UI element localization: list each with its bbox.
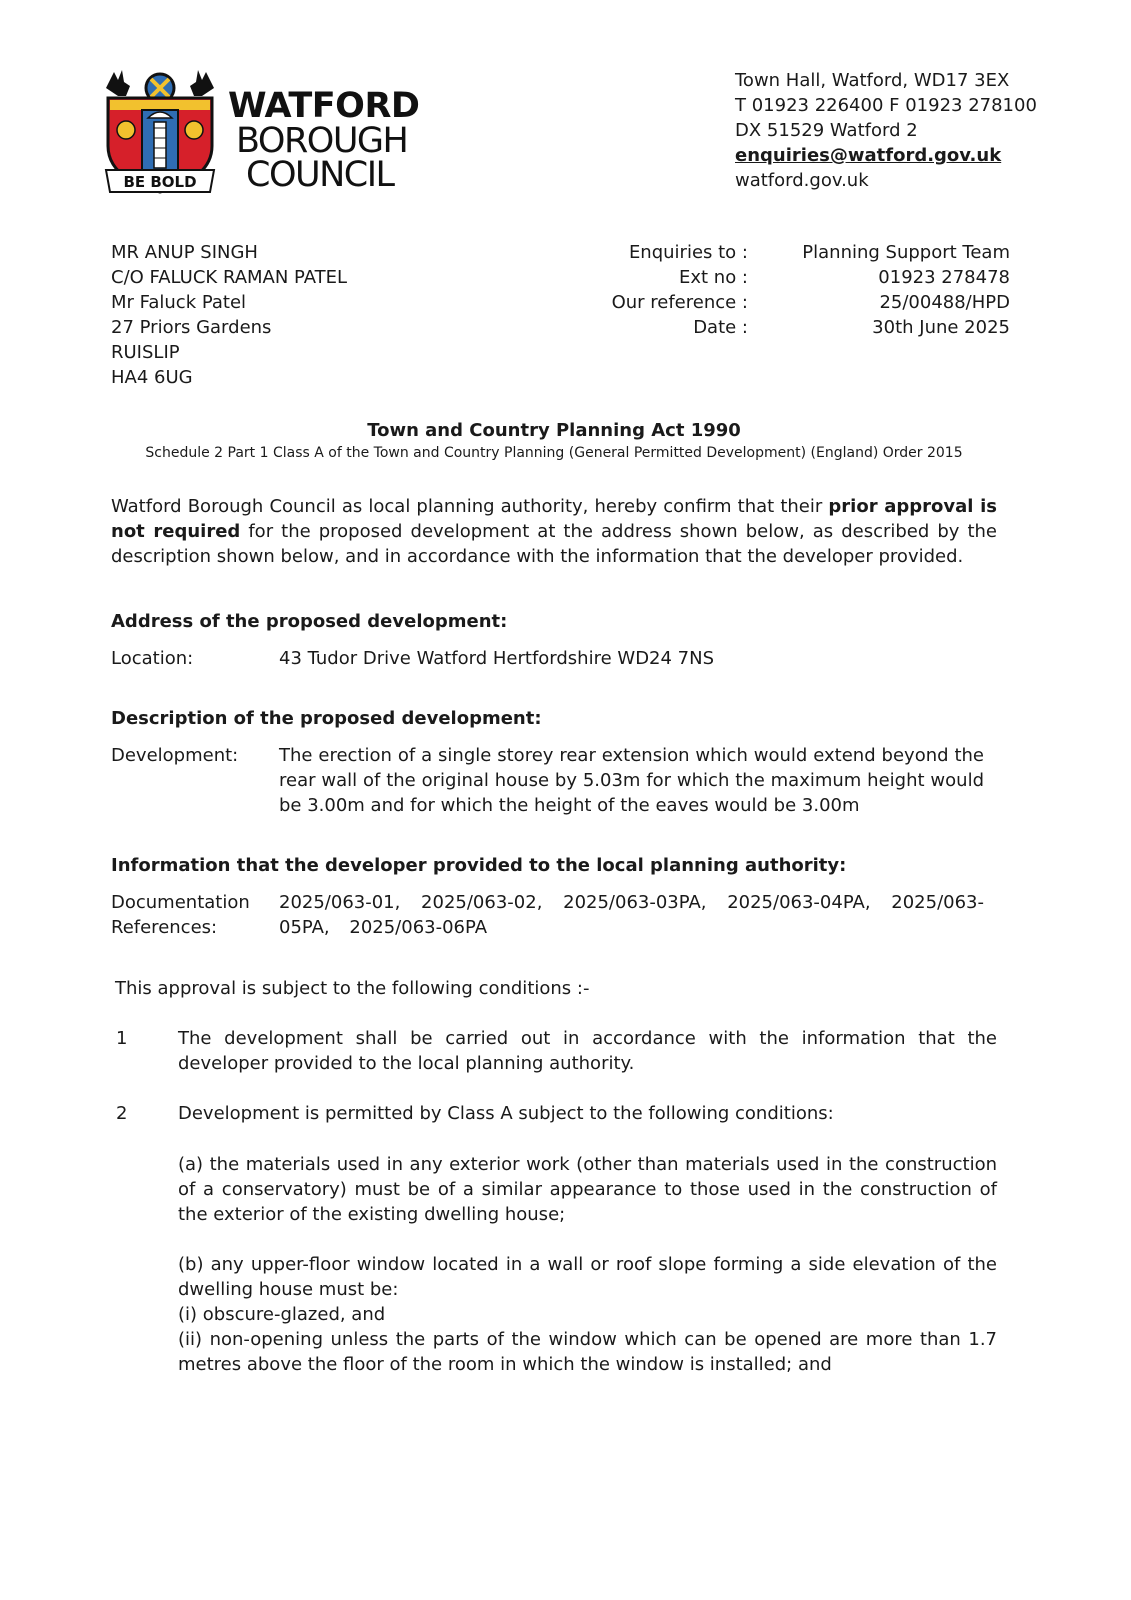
reference-label: Our reference : xyxy=(611,292,748,313)
location-value: 43 Tudor Drive Watford Hertfordshire WD24 7NS xyxy=(279,648,715,669)
intro-text-part1: Watford Borough Council as local planning authority, hereby confirm that their xyxy=(111,496,829,517)
council-crest-icon xyxy=(100,66,220,198)
council-name-line1: WATFORD xyxy=(228,86,420,126)
documentation-label-line1: Documentation xyxy=(111,892,250,913)
recipient-line: 27 Priors Gardens xyxy=(111,317,272,338)
document-title: Town and Country Planning Act 1990 xyxy=(367,420,741,441)
reference-labels xyxy=(560,240,748,340)
condition-2-number: 2 xyxy=(116,1103,128,1124)
condition-2b-ii: (ii) non-opening unless the parts of the window which can be opened are more than 1.7 metres above the floor of the room in which the window is installed; and xyxy=(178,1329,997,1375)
enquiries-value: Planning Support Team xyxy=(802,242,1010,263)
council-email-link[interactable]: enquiries@watford.gov.uk xyxy=(735,145,1002,166)
documentation-references: 2025/063-01, 2025/063-02, 2025/063-03PA, 2025/063-04PA, 2025/063-05PA, 2025/063-06PA xyxy=(279,892,984,938)
crest-motto: BE BOLD xyxy=(123,173,197,191)
information-heading: Information that the developer provided to the local planning authority: xyxy=(111,855,847,876)
recipient-line: Mr Faluck Patel xyxy=(111,292,247,313)
intro-text-part2: for the proposed development at the address shown below, as described by the description shown below, and in accordance with the information that the developer provided. xyxy=(111,521,997,567)
date-value: 30th June 2025 xyxy=(872,317,1010,338)
recipient-address xyxy=(111,240,347,390)
enquiries-label: Enquiries to : xyxy=(628,242,748,263)
ext-value: 01923 278478 xyxy=(878,267,1010,288)
reference-values xyxy=(770,240,1010,340)
condition-1-number: 1 xyxy=(116,1028,128,1049)
council-name-line2: BOROUGH xyxy=(236,121,408,161)
description-heading: Description of the proposed development: xyxy=(111,708,542,729)
condition-2b-intro: (b) any upper-floor window located in a wall or roof slope forming a side elevation of the dwelling house must be: xyxy=(178,1254,997,1300)
documentation-label-line2: References: xyxy=(111,917,218,938)
condition-1-text: The development shall be carried out in accordance with the information that the developer provided to the local planning authority. xyxy=(178,1028,997,1074)
council-address: Town Hall, Watford, WD17 3EX xyxy=(735,70,1010,91)
ext-label: Ext no : xyxy=(678,267,748,288)
council-name-line3: COUNCIL xyxy=(246,155,394,195)
condition-2a-text: (a) the materials used in any exterior work (other than materials used in the construction of a conservatory) must be of a similar appearance to those used in the construction of the exterior of the existing dwelling house; xyxy=(178,1154,997,1225)
conditions-intro: This approval is subject to the following conditions :- xyxy=(115,978,590,999)
development-label: Development: xyxy=(111,745,239,766)
council-phone-fax: T 01923 226400 F 01923 278100 xyxy=(735,95,1037,116)
address-heading: Address of the proposed development: xyxy=(111,611,508,632)
intro-text-bold: prior approval is not required xyxy=(111,496,997,542)
council-website[interactable]: watford.gov.uk xyxy=(735,170,869,191)
recipient-line: C/O FALUCK RAMAN PATEL xyxy=(111,267,348,288)
council-logo xyxy=(100,66,430,198)
recipient-line: RUISLIP xyxy=(111,342,180,363)
reference-value: 25/00488/HPD xyxy=(879,292,1010,313)
development-value: The erection of a single storey rear extension which would extend beyond the rear wall of the original house by 5.03m for which the maximum height would be 3.00m and for which the height of the eaves would be 3.00m xyxy=(279,745,984,816)
intro-paragraph xyxy=(111,494,997,569)
recipient-line: HA4 6UG xyxy=(111,367,193,388)
date-label: Date : xyxy=(693,317,748,338)
location-label: Location: xyxy=(111,648,194,669)
condition-2b-i: (i) obscure-glazed, and xyxy=(178,1304,386,1325)
document-subtitle: Schedule 2 Part 1 Class A of the Town and Country Planning (General Permitted Development) (England) Order 2015 xyxy=(145,445,963,461)
documentation-label xyxy=(111,890,250,940)
recipient-line: MR ANUP SINGH xyxy=(111,242,258,263)
condition-2-text: Development is permitted by Class A subject to the following conditions: xyxy=(178,1103,834,1124)
council-dx: DX 51529 Watford 2 xyxy=(735,120,918,141)
